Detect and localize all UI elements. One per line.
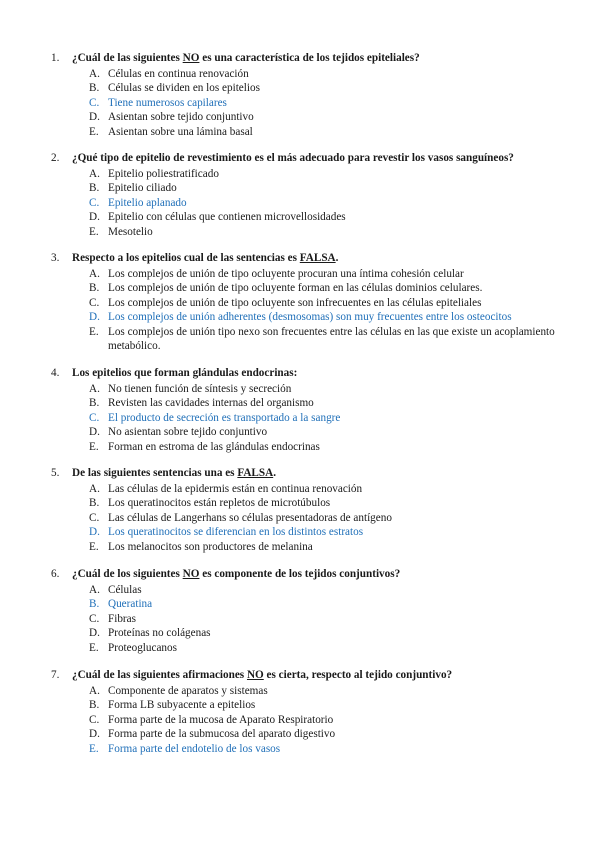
- option-text: Epitelio poliestratificado: [108, 168, 219, 180]
- option-letter: C.: [89, 713, 100, 726]
- question-line: [0, 366, 600, 381]
- answer-option: [0, 67, 600, 81]
- option-letter: B.: [89, 598, 100, 611]
- question-number: 5.: [51, 467, 60, 479]
- option-letter: C.: [89, 411, 100, 424]
- question-text: [72, 466, 276, 481]
- question-text: [72, 151, 514, 166]
- option-list: [0, 684, 600, 756]
- option-letter: D.: [89, 526, 100, 539]
- option-text: Asientan sobre tejido conjuntivo: [108, 111, 254, 124]
- question-line: [0, 251, 600, 266]
- option-letter: A.: [89, 268, 100, 280]
- question-number: 7.: [51, 669, 60, 681]
- option-text: Epitelio ciliado: [108, 182, 177, 195]
- answer-option: [0, 281, 600, 295]
- option-text: Las células de Langerhans so células presentadoras de antígeno: [108, 511, 392, 524]
- answer-option: [0, 325, 600, 354]
- question-text-main: Los epitelios que forman glándulas endocrinas:: [72, 367, 298, 379]
- question-text-main: Respecto a los epitelios cual de las sentencias es: [72, 252, 300, 264]
- answer-option: [0, 511, 600, 525]
- option-text: Epitelio con células que contienen microvellosidades: [108, 211, 346, 224]
- answer-option: [0, 641, 600, 655]
- option-letter: E.: [89, 125, 99, 138]
- option-letter: E.: [89, 225, 99, 238]
- option-letter: C.: [89, 511, 100, 524]
- option-letter: C.: [89, 296, 100, 309]
- option-letter: B.: [89, 397, 100, 410]
- option-letter: C.: [89, 612, 100, 625]
- answer-option: [0, 684, 600, 698]
- option-text: Los complejos de unión de tipo ocluyente forman en las células dominios celulares.: [108, 282, 483, 295]
- option-list: [0, 67, 600, 139]
- option-text: Los melanocitos son productores de melanina: [108, 540, 313, 553]
- question-text-end: es cierta, respecto al tejido conjuntivo?: [263, 669, 453, 681]
- answer-option: [0, 411, 600, 425]
- question-3: [0, 251, 600, 353]
- option-text: Forma parte de la submucosa del aparato digestivo: [108, 728, 336, 741]
- answer-option: [0, 540, 600, 554]
- answer-option: [0, 440, 600, 454]
- option-letter: E.: [89, 440, 99, 453]
- answer-option: [0, 396, 600, 410]
- answer-option: [0, 525, 600, 539]
- answer-option: [0, 296, 600, 310]
- option-letter: C.: [89, 96, 100, 109]
- answer-option: [0, 167, 600, 181]
- question-text: [72, 567, 400, 582]
- question-emphasis: FALSA: [299, 252, 336, 264]
- question-text-main: De las siguientes sentencias una es: [72, 467, 238, 479]
- answer-option: [0, 81, 600, 95]
- question-text-main: ¿Cuál de los siguientes: [72, 568, 183, 580]
- option-list: [0, 482, 600, 554]
- question-number: 3.: [51, 252, 60, 264]
- question-text-main: ¿Cuál de las siguientes: [72, 52, 183, 64]
- option-letter: E.: [89, 540, 99, 553]
- answer-option: [0, 612, 600, 626]
- question-text: [72, 366, 297, 381]
- option-text: Componente de aparatos y sistemas: [108, 685, 268, 697]
- option-text: Mesotelio: [108, 225, 153, 238]
- option-text: Epitelio aplanado: [108, 196, 187, 209]
- answer-option: [0, 713, 600, 727]
- answer-option: [0, 597, 600, 611]
- question-line: [0, 668, 600, 683]
- option-text: El producto de secreción es transportado a la sangre: [108, 411, 341, 424]
- question-line: [0, 51, 600, 66]
- answer-option: [0, 225, 600, 239]
- option-text: Fibras: [108, 612, 136, 625]
- question-6: [0, 567, 600, 655]
- question-number: 1.: [51, 52, 60, 64]
- answer-option: [0, 742, 600, 756]
- answer-option: [0, 310, 600, 324]
- question-text: [72, 51, 420, 66]
- option-letter: A.: [89, 483, 100, 495]
- option-letter: A.: [89, 68, 100, 80]
- question-5: [0, 466, 600, 554]
- option-letter: A.: [89, 685, 100, 697]
- option-text: Forman en estroma de las glándulas endocrinas: [108, 440, 320, 453]
- answer-option: [0, 496, 600, 510]
- question-4: [0, 366, 600, 454]
- option-text: Proteoglucanos: [108, 641, 177, 654]
- option-letter: B.: [89, 282, 100, 295]
- option-text: Células: [108, 584, 142, 596]
- option-text: Tiene numerosos capilares: [108, 96, 227, 109]
- answer-option: [0, 698, 600, 712]
- question-emphasis: NO: [182, 568, 200, 580]
- option-letter: E.: [89, 742, 99, 755]
- option-letter: D.: [89, 426, 100, 439]
- option-text: Células se dividen en los epitelios: [108, 82, 260, 95]
- option-text: Los complejos de unión adherentes (desmosomas) son muy frecuentes entre los osteocitos: [108, 311, 512, 324]
- question-text-end: .: [273, 467, 276, 479]
- option-letter: A.: [89, 168, 100, 180]
- answer-option: [0, 727, 600, 741]
- question-text: [72, 668, 452, 683]
- option-text: Los complejos de unión de tipo ocluyente procuran una íntima cohesión celular: [108, 268, 464, 280]
- answer-option: [0, 96, 600, 110]
- option-text: Proteínas no colágenas: [108, 627, 211, 640]
- option-text: Forma LB subyacente a epitelios: [108, 699, 256, 712]
- option-letter: C.: [89, 196, 100, 209]
- option-text: Los queratinocitos están repletos de microtúbulos: [108, 497, 331, 510]
- option-text: Revisten las cavidades internas del organismo: [108, 397, 314, 410]
- option-letter: B.: [89, 182, 100, 195]
- answer-option: [0, 110, 600, 124]
- option-text: Asientan sobre una lámina basal: [108, 125, 253, 138]
- option-letter: E.: [89, 641, 99, 654]
- answer-option: [0, 626, 600, 640]
- answer-option: [0, 210, 600, 224]
- option-letter: D.: [89, 311, 100, 324]
- answer-option: [0, 425, 600, 439]
- question-number: 4.: [51, 367, 60, 379]
- option-letter: D.: [89, 627, 100, 640]
- answer-option: [0, 125, 600, 139]
- question-emphasis: NO: [182, 52, 200, 64]
- option-list: [0, 167, 600, 239]
- option-text: Las células de la epidermis están en continua renovación: [108, 483, 363, 495]
- question-text-main: ¿Cuál de las siguientes afirmaciones: [72, 669, 247, 681]
- option-letter: D.: [89, 728, 100, 741]
- option-text: Forma parte del endotelio de los vasos: [108, 742, 281, 755]
- option-text: Los queratinocitos se diferencian en los distintos estratos: [108, 526, 364, 539]
- option-list: [0, 382, 600, 454]
- option-text: No tienen función de síntesis y secreción: [108, 383, 292, 395]
- option-text: Los complejos de unión tipo nexo son frecuentes entre las células en las que existe un acoplamiento metabólico.: [108, 325, 555, 353]
- question-text: [72, 251, 338, 266]
- option-text: Queratina: [108, 598, 153, 611]
- question-emphasis: NO: [246, 669, 264, 681]
- option-text: Forma parte de la mucosa de Aparato Respiratorio: [108, 713, 334, 726]
- answer-option: [0, 196, 600, 210]
- option-letter: A.: [89, 383, 100, 395]
- option-letter: B.: [89, 497, 100, 510]
- question-text-end: .: [335, 252, 339, 264]
- option-letter: E.: [89, 325, 99, 338]
- answer-option: [0, 482, 600, 496]
- question-7: [0, 668, 600, 756]
- answer-option: [0, 181, 600, 195]
- option-text: Células en continua renovación: [108, 68, 249, 80]
- question-text-main: ¿Qué tipo de epitelio de revestimiento es el más adecuado para revestir los vasos sanguíneos?: [72, 152, 514, 164]
- answer-option: [0, 382, 600, 396]
- question-number: 6.: [51, 568, 60, 580]
- option-letter: D.: [89, 111, 100, 124]
- question-text-end: es componente de los tejidos conjuntivos?: [199, 568, 401, 580]
- question-2: [0, 151, 600, 239]
- option-text: No asientan sobre tejido conjuntivo: [108, 426, 268, 439]
- answer-option: [0, 267, 600, 281]
- question-number: 2.: [51, 152, 60, 164]
- option-letter: B.: [89, 699, 100, 712]
- question-emphasis: FALSA: [237, 467, 274, 479]
- option-letter: D.: [89, 211, 100, 224]
- question-text-end: es una característica de los tejidos epiteliales?: [199, 52, 420, 64]
- answer-option: [0, 583, 600, 597]
- option-letter: B.: [89, 82, 100, 95]
- option-letter: A.: [89, 584, 100, 596]
- question-line: [0, 567, 600, 582]
- question-line: [0, 151, 600, 166]
- question-line: [0, 466, 600, 481]
- option-text: Los complejos de unión de tipo ocluyente son infrecuentes en las células epiteliales: [108, 296, 482, 309]
- question-1: [0, 51, 600, 139]
- option-list: [0, 583, 600, 655]
- option-list: [0, 267, 600, 353]
